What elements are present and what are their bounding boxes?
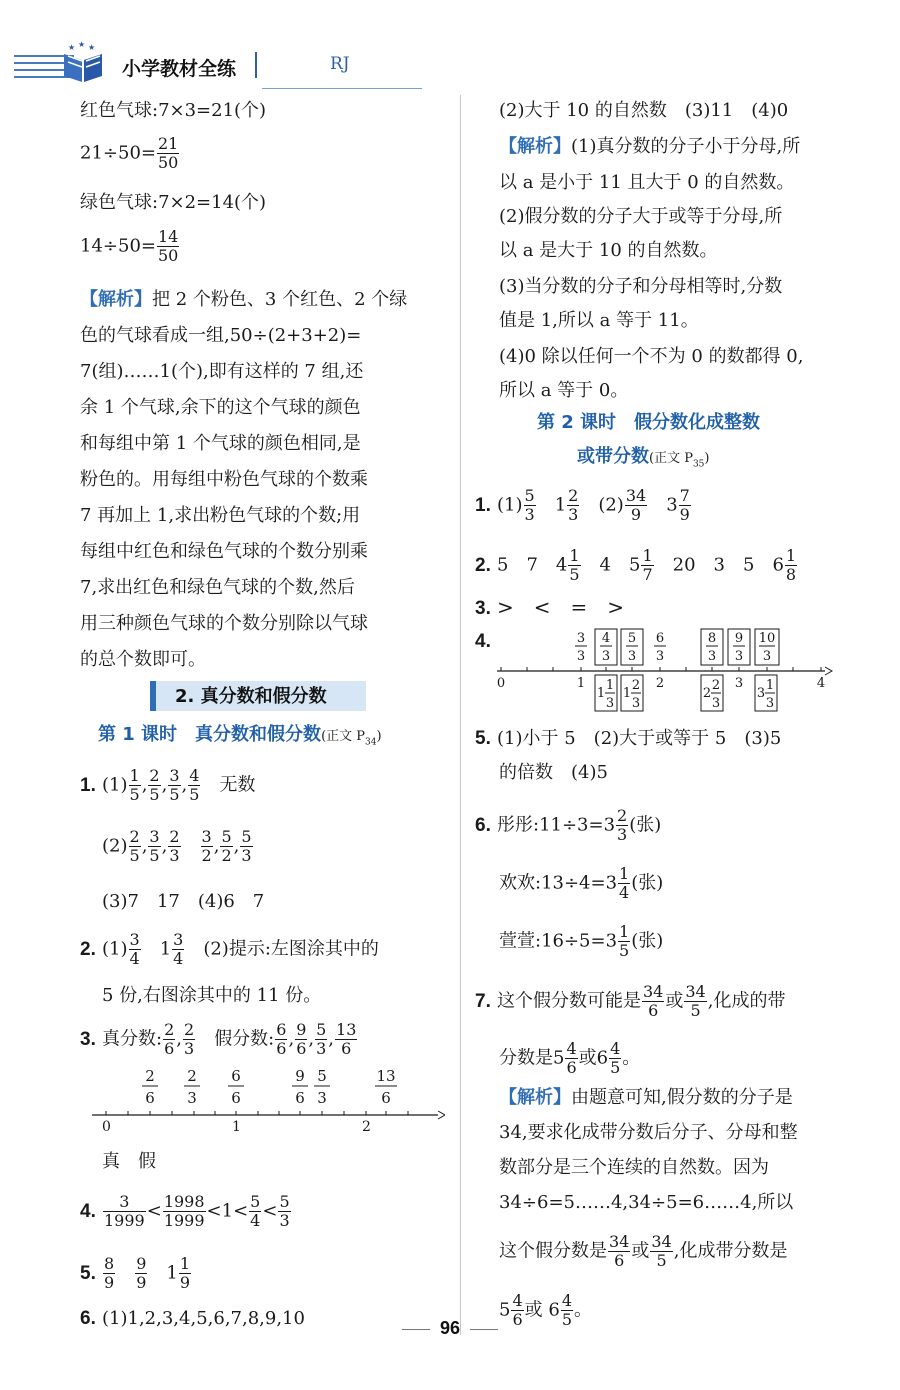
r1-line: (2)大于 10 的自然数 (3)11 (4)0 — [499, 100, 789, 121]
svg-text:2: 2 — [145, 1067, 155, 1085]
svg-text:5: 5 — [317, 1067, 327, 1085]
column-divider — [460, 95, 461, 1335]
q2-line-b: 5 份,右图涂其中的 11 份。 — [102, 985, 322, 1006]
number-line-right — [495, 627, 835, 717]
q1-line-c: (3)7 17 (4)6 7 — [102, 891, 265, 912]
number-line-left — [90, 1061, 445, 1141]
svg-text:9: 9 — [734, 631, 744, 646]
tick-label: 1 — [232, 1119, 241, 1135]
rq6-line-a: 6. 彤彤:11÷3=3 $\frac{2}{3}$ (张) — [475, 806, 662, 844]
svg-text:2: 2 — [711, 678, 721, 693]
analysis-line: 这个假分数是 $\frac{34}{6}$ 或 $\frac{34}{5}$ ,化成带分数是 — [499, 1232, 788, 1270]
green-balloon-line: 绿色气球:7×2=14(个) — [80, 192, 267, 213]
svg-text:2: 2 — [702, 686, 712, 701]
analysis-line: 数部分是三个连续的自然数。因为 — [499, 1157, 769, 1178]
svg-text:3: 3 — [707, 649, 717, 664]
brand-title: 小学教材全练 — [122, 58, 237, 80]
svg-text:10: 10 — [758, 631, 776, 646]
svg-text:1: 1 — [605, 678, 615, 693]
analysis-line: 用三种颜色气球的个数分别除以气球 — [80, 613, 368, 634]
svg-text:3: 3 — [756, 686, 766, 701]
svg-text:1: 1 — [622, 686, 632, 701]
analysis-line: 所以 a 等于 0。 — [499, 380, 629, 401]
rq6-line-b: 欢欢:13÷4=3 $\frac{1}{4}$ (张) — [499, 864, 664, 902]
svg-text:3: 3 — [576, 649, 586, 664]
q1-line-a: 1. (1) $\frac{1}{5}$ , $\frac{2}{5}$ , $\frac{3}{5}$ , $\frac{4}{5}$ 无数 — [80, 766, 256, 804]
svg-text:3: 3 — [631, 696, 641, 711]
tick-label: 3 — [734, 676, 744, 691]
q3-line: 3. 真分数: $\frac{2}{6}$ , $\frac{2}{3}$ 假分数: $\frac{6}{6}$ , $\frac{9}{6}$ , $\frac{5}{3}$ , $\frac{13}{6}$ — [80, 1020, 357, 1058]
analysis-line: 7 再加上 1,求出粉色气球的个数;用 — [80, 505, 361, 526]
analysis-line: 【解析】把 2 个粉色、3 个红色、2 个绿 — [80, 289, 408, 310]
svg-text:5: 5 — [627, 631, 637, 646]
analysis-line: 【解析】由题意可知,假分数的分子是 — [499, 1087, 793, 1108]
svg-text:3: 3 — [765, 696, 775, 711]
analysis-line: 以 a 是大于 10 的自然数。 — [499, 240, 718, 261]
svg-text:★: ★ — [78, 40, 86, 49]
analysis-line: 粉色的。用每组中粉色气球的个数乘 — [80, 469, 368, 490]
page-number: 96 — [0, 1318, 900, 1339]
analysis-line: 的总个数即可。 — [80, 649, 206, 670]
analysis-line: 7(组)……1(个),即有这样的 7 组,还 — [80, 361, 364, 382]
analysis-line: 色的气球看成一组,50÷(2+3+2)= — [80, 325, 362, 346]
analysis-line: 和每组中第 1 个气球的颜色相同,是 — [80, 433, 361, 454]
tick-label: 2 — [362, 1119, 371, 1135]
svg-text:2: 2 — [631, 678, 641, 693]
green-fraction-line: 14÷50= $\frac{14}{50}$ — [80, 227, 179, 265]
q4-line: 4. $\frac{3}{1999}$ < $\frac{1998}{1999}$ <1< $\frac{5}{4}$ < $\frac{5}{3}$ — [80, 1192, 290, 1230]
svg-text:3: 3 — [711, 696, 721, 711]
analysis-line: 以 a 是小于 11 且大于 0 的自然数。 — [499, 172, 795, 193]
analysis-line: 7,求出红色和绿色气球的个数,然后 — [80, 577, 355, 598]
svg-text:6: 6 — [295, 1089, 305, 1107]
svg-text:6: 6 — [231, 1067, 241, 1085]
tick-label: 1 — [576, 676, 586, 691]
analysis-line: (3)当分数的分子和分母相等时,分数 — [499, 276, 783, 297]
section-title: 2. 真分数和假分数 — [175, 686, 327, 707]
svg-text:3: 3 — [627, 649, 637, 664]
red-fraction-line: 21÷50= $\frac{21}{50}$ — [80, 134, 179, 172]
book-icon — [60, 40, 106, 84]
svg-text:6: 6 — [145, 1089, 155, 1107]
svg-text:3: 3 — [605, 696, 615, 711]
tick-label: 0 — [496, 676, 506, 691]
analysis-line: (4)0 除以任何一个不为 0 的数都得 0, — [499, 346, 804, 367]
q5-line: 5. $\frac{8}{9}$ $\frac{9}{9}$ 1 $\frac{1}{9}$ — [80, 1254, 191, 1292]
q3-under-label: 真 假 — [102, 1151, 156, 1172]
tick-label: 0 — [102, 1119, 111, 1135]
lesson-1-title: 第 1 课时 真分数和假分数(正文 $P_{34}$) — [98, 724, 382, 748]
svg-text:8: 8 — [707, 631, 717, 646]
red-balloon-line: 红色气球:7×3=21(个) — [80, 100, 267, 121]
svg-text:3: 3 — [655, 649, 665, 664]
page-header — [0, 30, 900, 100]
analysis-line: 余 1 个气球,余下的这个气球的颜色 — [80, 397, 361, 418]
analysis-line: 值是 1,所以 a 等于 11。 — [499, 310, 699, 331]
svg-text:3: 3 — [762, 649, 772, 664]
q6-line: 6. (1)1,2,3,4,5,6,7,8,9,10 — [80, 1308, 305, 1329]
rq5-line-a: 5. (1)小于 5 (2)大于或等于 5 (3)5 — [475, 728, 782, 749]
svg-text:1: 1 — [596, 686, 606, 701]
svg-text:2: 2 — [187, 1067, 197, 1085]
svg-text:13: 13 — [376, 1067, 396, 1085]
rq4-label: 4. — [475, 631, 491, 652]
analysis-line: 每组中红色和绿色气球的个数分别乘 — [80, 541, 368, 562]
svg-text:★: ★ — [88, 43, 96, 52]
rq7-line-b: 分数是5 $\frac{4}{6}$ 或6 $\frac{4}{5}$ 。 — [499, 1039, 641, 1077]
svg-text:3: 3 — [187, 1089, 197, 1107]
header-rule — [262, 88, 422, 89]
rq6-line-c: 萱萱:16÷5=3 $\frac{1}{5}$ (张) — [499, 922, 664, 960]
svg-text:3: 3 — [576, 631, 586, 646]
lesson-2-subtitle: 或带分数(正文 $P_{35}$) — [577, 446, 710, 470]
rq3-line: 3. > < = > — [475, 595, 625, 619]
svg-text:4: 4 — [601, 631, 611, 646]
svg-text:3: 3 — [317, 1089, 327, 1107]
analysis-line: 【解析】(1)真分数的分子小于分母,所 — [499, 136, 801, 157]
lesson-2-title: 第 2 课时 假分数化成整数 — [537, 412, 761, 433]
svg-text:3: 3 — [734, 649, 744, 664]
analysis-line: 34,要求化成带分数后分子、分母和整 — [499, 1122, 798, 1143]
rq2-line: 2. 5 7 4 $\frac{1}{5}$ 4 5 $\frac{1}{7}$ 20 3 5 6 $\frac{1}{8}$ — [475, 546, 797, 584]
tick-label: 4 — [816, 676, 826, 691]
svg-text:6: 6 — [231, 1089, 241, 1107]
analysis-line: (2)假分数的分子大于或等于分母,所 — [499, 206, 783, 227]
analysis-line: 34÷6=5……4,34÷5=6……4,所以 — [499, 1192, 794, 1213]
svg-text:1: 1 — [765, 678, 775, 693]
q1-line-b: (2) $\frac{2}{5}$ , $\frac{3}{5}$ , $\frac{2}{3}$ $\frac{3}{2}$ , $\frac{5}{2}$ , $\frac{5}{3}$ — [102, 827, 252, 865]
rq5-line-b: 的倍数 (4)5 — [499, 762, 608, 783]
tick-label: 2 — [655, 676, 665, 691]
q2-line-a: 2. (1) $\frac{3}{4}$ 1 $\frac{3}{4}$ (2)提示:左图涂其中的 — [80, 930, 379, 968]
edition-label: RJ — [330, 54, 350, 74]
svg-text:9: 9 — [295, 1067, 305, 1085]
svg-text:6: 6 — [655, 631, 665, 646]
analysis-line: 5 $\frac{4}{6}$ 或 6 $\frac{4}{5}$ 。 — [499, 1291, 593, 1329]
rq7-line-a: 7. 这个假分数可能是 $\frac{34}{6}$ 或 $\frac{34}{5}$ ,化成的带 — [475, 982, 786, 1020]
header-separator — [255, 52, 257, 78]
svg-text:6: 6 — [381, 1089, 391, 1107]
rq1-line: 1. (1) $\frac{5}{3}$ 1 $\frac{2}{3}$ (2) $\frac{34}{9}$ 3 $\frac{7}{9}$ — [475, 486, 690, 524]
svg-text:3: 3 — [601, 649, 611, 664]
svg-text:★: ★ — [68, 43, 76, 52]
